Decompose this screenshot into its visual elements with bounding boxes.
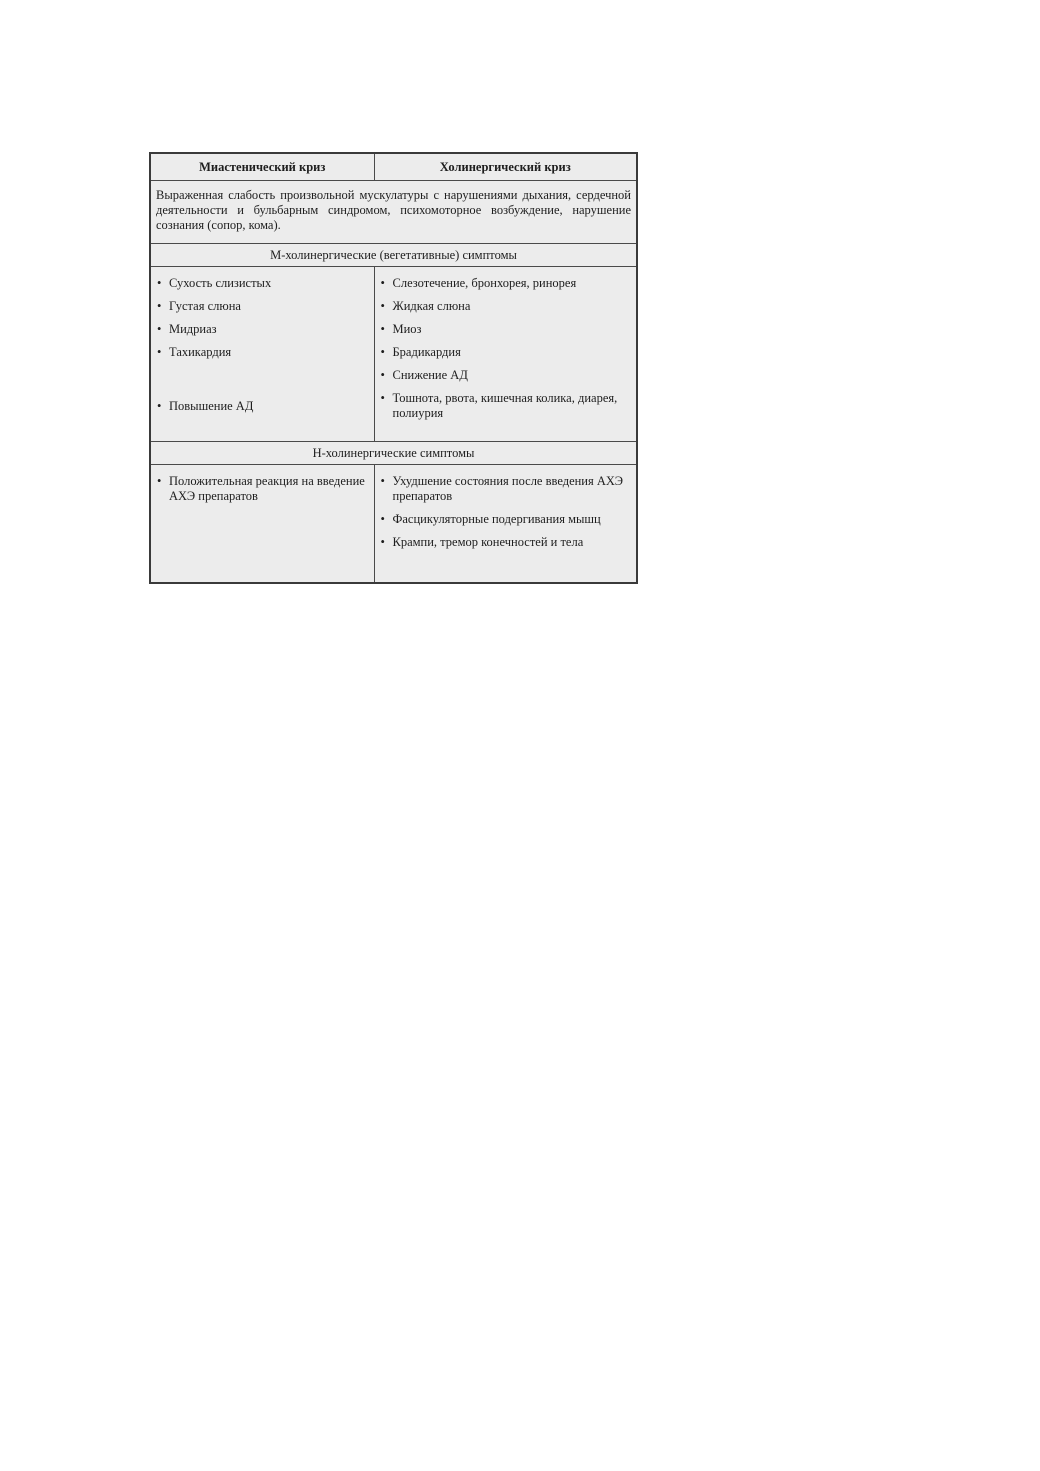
- list-item: • Слезотечение, бронхорея, ринорея: [380, 276, 577, 290]
- m-myasthenic-cell: [150, 267, 374, 442]
- m-section-title-row: [150, 244, 637, 267]
- list-item: • Тошнота, рвота, кишечная колика, диарея, полиурия: [380, 391, 618, 420]
- m-cholinergic-list: [381, 276, 632, 421]
- bullet-icon: •: [157, 276, 162, 290]
- general-symptoms-row: [150, 181, 637, 244]
- bullet-icon: •: [380, 276, 385, 290]
- m-section-title: М-холинергические (вегетативные) симптомы: [150, 244, 637, 267]
- list-item: • Ухудшение состояния после введения АХЭ препаратов: [380, 474, 624, 503]
- n-section-title: Н-холинергические симптомы: [150, 442, 637, 465]
- n-myasthenic-cell: [150, 465, 374, 584]
- bullet-icon: •: [380, 535, 385, 549]
- m-symptoms-row: [150, 267, 637, 442]
- bullet-icon: •: [380, 512, 385, 526]
- list-item: • Фасцикуляторные подергивания мышц: [380, 512, 601, 526]
- bullet-icon: •: [380, 299, 385, 313]
- table-header-row: [150, 153, 637, 181]
- bullet-icon: •: [157, 474, 162, 488]
- header-myasthenic-crisis: Миастенический криз: [150, 153, 374, 181]
- list-item: • Брадикардия: [380, 345, 461, 359]
- list-item: • Миоз: [380, 322, 422, 336]
- list-item: • Сухость слизистых: [157, 276, 272, 290]
- list-item: • Крампи, тремор конечностей и тела: [380, 535, 584, 549]
- n-myasthenic-list: [157, 474, 369, 504]
- bullet-icon: •: [157, 299, 162, 313]
- list-item: • Положительная реакция на введение АХЭ препаратов: [157, 474, 365, 503]
- bullet-icon: •: [157, 345, 162, 359]
- bullet-icon: •: [380, 368, 385, 382]
- n-symptoms-row: [150, 465, 637, 584]
- bullet-icon: •: [380, 322, 385, 336]
- m-myasthenic-list: [157, 276, 369, 414]
- list-item: • Тахикардия: [157, 345, 232, 359]
- list-spacer: [157, 368, 369, 391]
- n-cholinergic-list: [381, 474, 632, 550]
- list-item: • Густая слюна: [157, 299, 241, 313]
- n-cholinergic-cell: [374, 465, 637, 584]
- crisis-comparison-table: [149, 152, 638, 584]
- n-section-title-row: [150, 442, 637, 465]
- bullet-icon: •: [380, 474, 385, 488]
- bullet-icon: •: [380, 391, 385, 405]
- bullet-icon: •: [380, 345, 385, 359]
- bullet-icon: •: [157, 322, 162, 336]
- bullet-icon: •: [157, 399, 162, 413]
- list-item: • Мидриаз: [157, 322, 217, 336]
- general-symptoms-text: Выраженная слабость произвольной мускулатуры с нарушениями дыхания, сердечной деятельности и бульбарным синдромом, психомоторное возбуждение, нарушение сознания (сопор, кома).: [150, 181, 637, 244]
- list-item: • Снижение АД: [380, 368, 468, 382]
- header-cholinergic-crisis: Холинергический криз: [374, 153, 637, 181]
- list-item: • Повышение АД: [157, 399, 254, 413]
- m-cholinergic-cell: [374, 267, 637, 442]
- list-item: • Жидкая слюна: [380, 299, 471, 313]
